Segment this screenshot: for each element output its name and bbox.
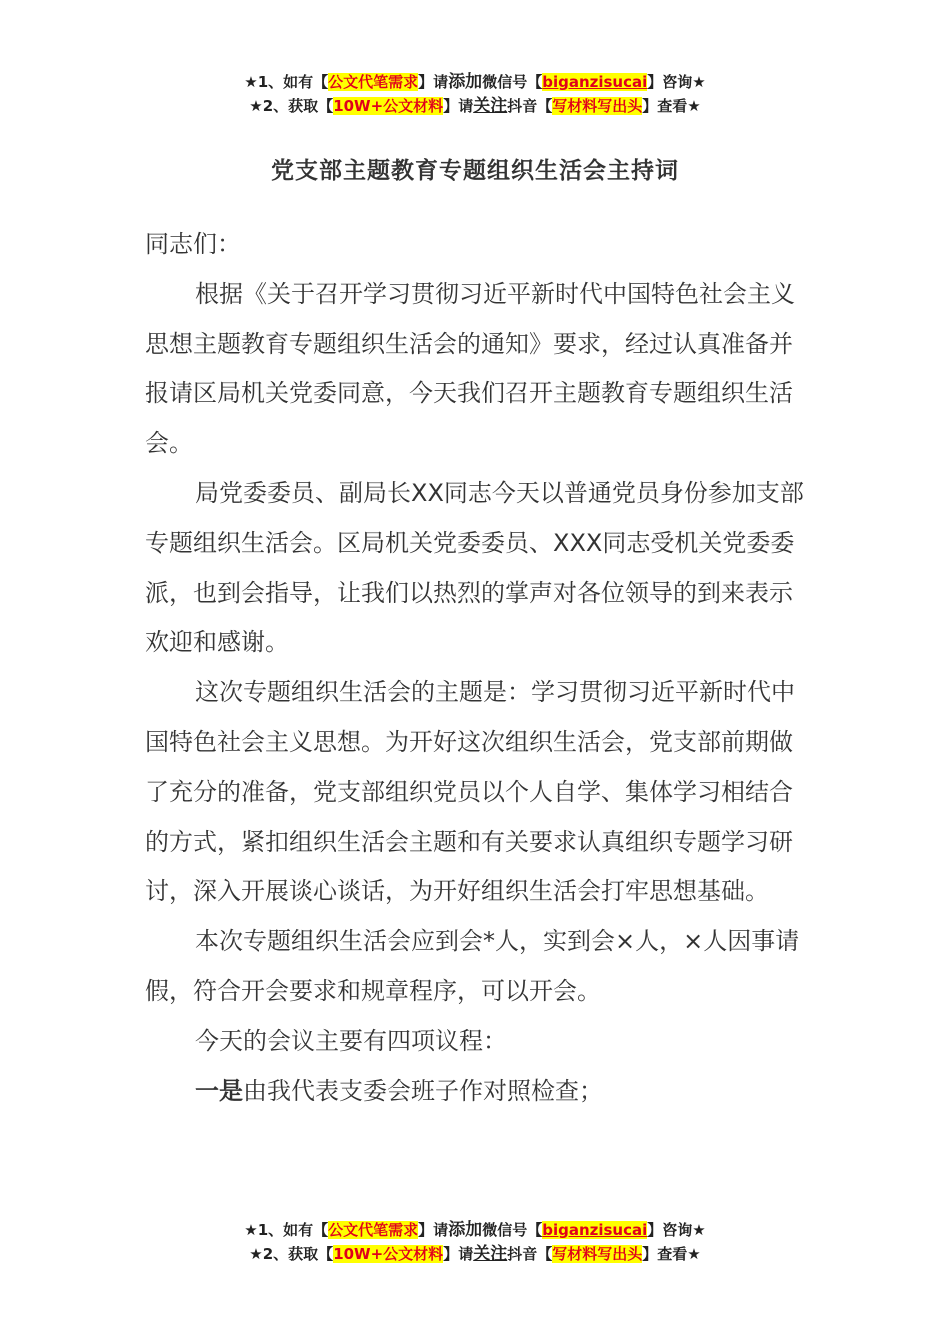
promo-text: ★1、如有【 bbox=[244, 73, 329, 91]
promo-text: ★1、如有【 bbox=[244, 1221, 329, 1239]
promo-text: ★2、获取【 bbox=[249, 97, 334, 115]
agenda-text: 由我代表支委会班子作对照检查； bbox=[243, 1076, 603, 1105]
promo-emphasis: 关注 bbox=[473, 96, 508, 116]
agenda-lead: 一是 bbox=[195, 1076, 243, 1105]
promo-text: 】咨询★ bbox=[647, 73, 706, 91]
page-title: 党支部主题教育专题组织生活会主持词 bbox=[271, 158, 679, 184]
promo-line-2 bbox=[0, 1242, 950, 1266]
promo-emphasis: 添加 bbox=[448, 72, 483, 92]
promo-text: 抖音【 bbox=[507, 1245, 553, 1263]
promo-line-1 bbox=[0, 1218, 950, 1242]
paragraph: 这次专题组织生活会的主题是：学习贯彻习近平新时代中国特色社会主义思想。为开好这次组织生活会，党支部前期做了充分的准备，党支部组织党员以个人自学、集体学习相结合的方式，紧扣组织生活会主题和有关要求认真组织专题学习研讨，深入开展谈心谈话，为开好组织生活会打牢思想基础。 bbox=[145, 678, 795, 906]
promo-text: 抖音【 bbox=[507, 97, 553, 115]
highlight-materials: 10W+公文材料 bbox=[333, 97, 444, 115]
promo-text: 】查看★ bbox=[642, 97, 701, 115]
promo-line-2 bbox=[0, 94, 950, 118]
highlight-materials: 10W+公文材料 bbox=[333, 1245, 444, 1263]
promo-text: 】请 bbox=[443, 97, 474, 115]
promo-text: 】咨询★ bbox=[647, 1221, 706, 1239]
promo-text: 微信号【 bbox=[482, 73, 543, 91]
paragraph: 根据《关于召开学习贯彻习近平新时代中国特色社会主义思想主题教育专题组织生活会的通知》要求，经过认真准备并报请区局机关党委同意，今天我们召开主题教育专题组织生活会。 bbox=[145, 279, 795, 458]
highlight-douyin: 写材料写出头 bbox=[552, 1245, 643, 1263]
paragraph: 本次专题组织生活会应到会*人，实到会×人，×人因事请假，符合开会要求和规章程序，可以开会。 bbox=[145, 927, 800, 1005]
highlight-service: 公文代笔需求 bbox=[328, 73, 419, 91]
promo-text: 微信号【 bbox=[482, 1221, 543, 1239]
promo-line-1 bbox=[0, 70, 950, 94]
agenda-item bbox=[145, 1067, 810, 1117]
promo-text: 】查看★ bbox=[642, 1245, 701, 1263]
highlight-wechat-id: biganzisucai bbox=[542, 1221, 648, 1239]
promo-text: 】请 bbox=[418, 73, 449, 91]
promo-banner-bottom bbox=[0, 1218, 950, 1266]
highlight-wechat-id: biganzisucai bbox=[542, 73, 648, 91]
paragraph: 局党委委员、副局长XX同志今天以普通党员身份参加支部专题组织生活会。区局机关党委委员、XXX同志受机关党委委派，也到会指导，让我们以热烈的掌声对各位领导的到来表示欢迎和感谢。 bbox=[145, 478, 804, 657]
highlight-service: 公文代笔需求 bbox=[328, 1221, 419, 1239]
promo-emphasis: 关注 bbox=[473, 1244, 508, 1264]
paragraph: 今天的会议主要有四项议程： bbox=[195, 1026, 507, 1055]
promo-text: ★2、获取【 bbox=[249, 1245, 334, 1263]
promo-text: 】请 bbox=[418, 1221, 449, 1239]
promo-emphasis: 添加 bbox=[448, 1220, 483, 1240]
salutation: 同志们： bbox=[145, 230, 241, 258]
document-body bbox=[145, 220, 810, 1116]
promo-text: 】请 bbox=[443, 1245, 474, 1263]
promo-banner-top bbox=[0, 70, 950, 118]
highlight-douyin: 写材料写出头 bbox=[552, 97, 643, 115]
